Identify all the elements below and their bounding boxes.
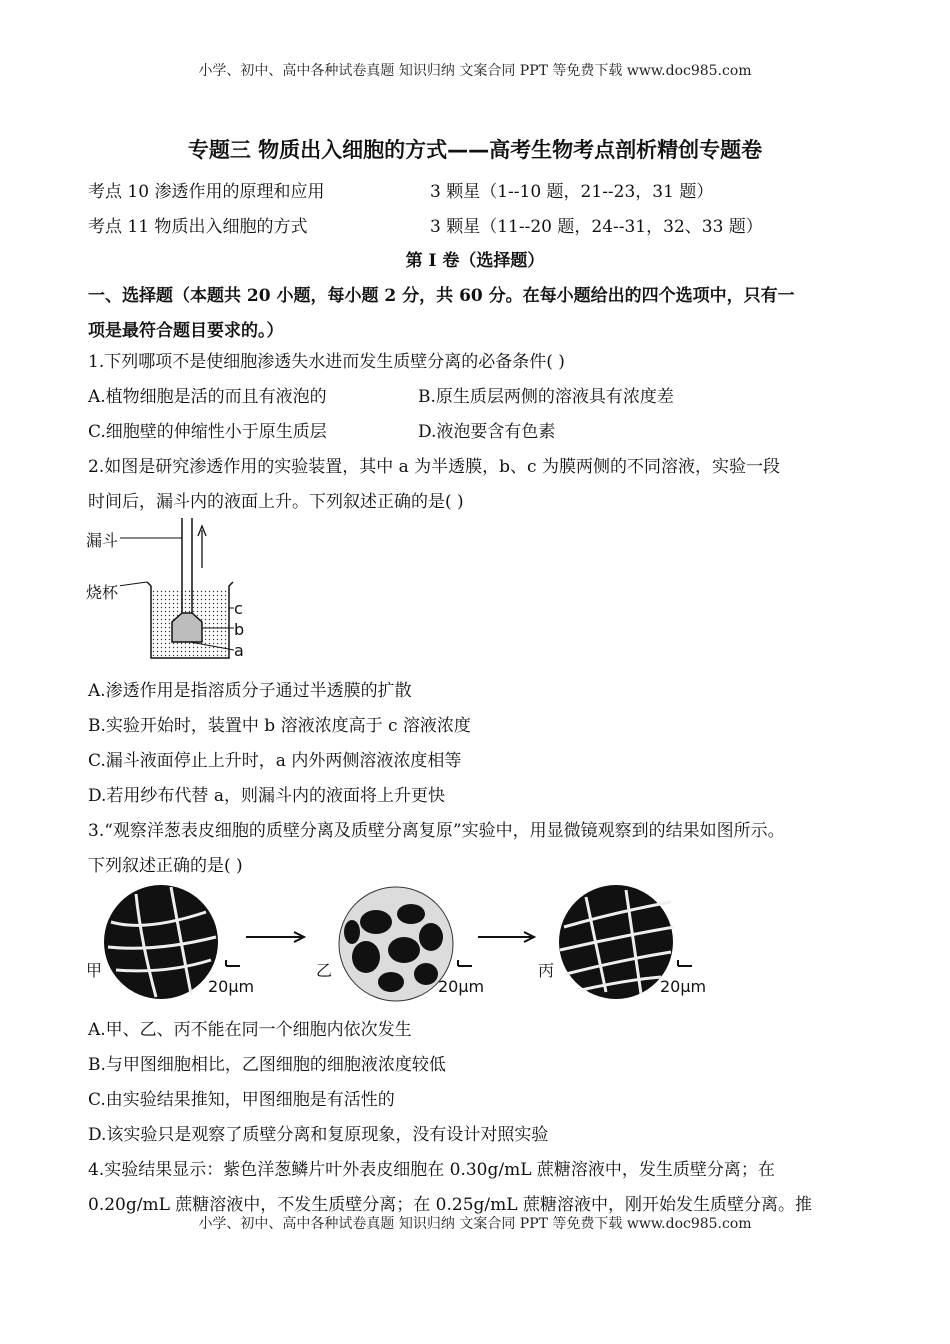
page-header: 小学、初中、高中各种试卷真题 知识归纳 文案合同 PPT 等免费下载 www.doc985.com: [198, 63, 752, 79]
q1-option-d: D.液泡要含有色素: [418, 422, 556, 442]
q3-option-b: B.与甲图细胞相比，乙图细胞的细胞液浓度较低: [88, 1055, 446, 1075]
q1-option-b: B.原生质层两侧的溶液具有浓度差: [418, 387, 674, 407]
topic-10-stars: 3 颗星（1--10 题，21--23，31 题）: [430, 182, 714, 202]
q3-option-d: D.该实验只是观察了质壁分离和复原现象，没有设计对照实验: [88, 1125, 549, 1145]
funnel-bulb: [172, 613, 202, 642]
micrograph-yi: [339, 887, 453, 1001]
q2-option-c: C.漏斗液面停止上升时，a 内外两侧溶液浓度相等: [88, 751, 462, 771]
fig-label-yi: 乙: [316, 961, 333, 980]
fig-label-funnel: 漏斗: [86, 531, 119, 550]
section-title: 第 I 卷（选择题）: [405, 251, 545, 271]
scale-label-jia: 20μm: [208, 977, 255, 996]
topic-11-stars: 3 颗星（11--20 题，24--31，32、33 题）: [430, 217, 763, 237]
fig-label-c: c: [234, 599, 243, 618]
page-footer: 小学、初中、高中各种试卷真题 知识归纳 文案合同 PPT 等免费下载 www.doc985.com: [198, 1216, 752, 1232]
q3-option-a: A.甲、乙、丙不能在同一个细胞内依次发生: [88, 1020, 412, 1040]
q1-stem: 1.下列哪项不是使细胞渗透失水进而发生质壁分离的必备条件( ): [88, 352, 565, 372]
topic-11-name: 考点 11 物质出入细胞的方式: [88, 217, 308, 237]
q1-option-a: A.植物细胞是活的而且有液泡的: [88, 387, 327, 407]
fig-label-b: b: [234, 620, 245, 639]
q3-option-c: C.由实验结果推知，甲图细胞是有活性的: [88, 1090, 395, 1110]
topic-10-name: 考点 10 渗透作用的原理和应用: [88, 182, 325, 202]
micrograph-jia: [104, 885, 218, 999]
osmosis-apparatus-figure: [120, 518, 240, 663]
q2-option-d: D.若用纱布代替 a，则漏斗内的液面将上升更快: [88, 786, 445, 806]
q3-stem-line2: 下列叙述正确的是( ): [88, 856, 243, 876]
q2-option-a: A.渗透作用是指溶质分子通过半透膜的扩散: [88, 681, 412, 701]
q2-option-b: B.实验开始时，装置中 b 溶液浓度高于 c 溶液浓度: [88, 716, 471, 736]
scale-label-bing: 20μm: [660, 977, 707, 996]
fig-label-a: a: [234, 641, 244, 660]
fig-label-jia: 甲: [86, 961, 103, 980]
q2-stem-line1: 2.如图是研究渗透作用的实验装置，其中 a 为半透膜，b、c 为膜两侧的不同溶液，实验一段: [88, 457, 780, 477]
micrograph-figure: [86, 882, 716, 1002]
q4-line2: 0.20g/mL 蔗糖溶液中，不发生质壁分离；在 0.25g/mL 蔗糖溶液中，刚开始发生质壁分离。推: [88, 1195, 812, 1215]
micrograph-bing: [559, 885, 674, 999]
scale-label-yi: 20μm: [438, 977, 485, 996]
q1-option-c: C.细胞壁的伸缩性小于原生质层: [88, 422, 327, 442]
page-title: 专题三 物质出入细胞的方式——高考生物考点剖析精创专题卷: [187, 138, 763, 162]
instruction-line2: 项是最符合题目要求的。）: [88, 321, 284, 341]
fig-label-beaker: 烧杯: [86, 583, 119, 602]
q2-stem-line2: 时间后，漏斗内的液面上升。下列叙述正确的是( ): [88, 492, 464, 512]
fig-label-bing: 丙: [538, 961, 555, 980]
q3-stem-line1: 3.“观察洋葱表皮细胞的质壁分离及质壁分离复原”实验中，用显微镜观察到的结果如图所示。: [88, 821, 785, 841]
instruction-line1: 一、选择题（本题共 20 小题，每小题 2 分，共 60 分。在每小题给出的四个选项中，只有一: [88, 286, 795, 306]
q4-line1: 4.实验结果显示：紫色洋葱鳞片叶外表皮细胞在 0.30g/mL 蔗糖溶液中，发生质壁分离；在: [88, 1160, 775, 1180]
